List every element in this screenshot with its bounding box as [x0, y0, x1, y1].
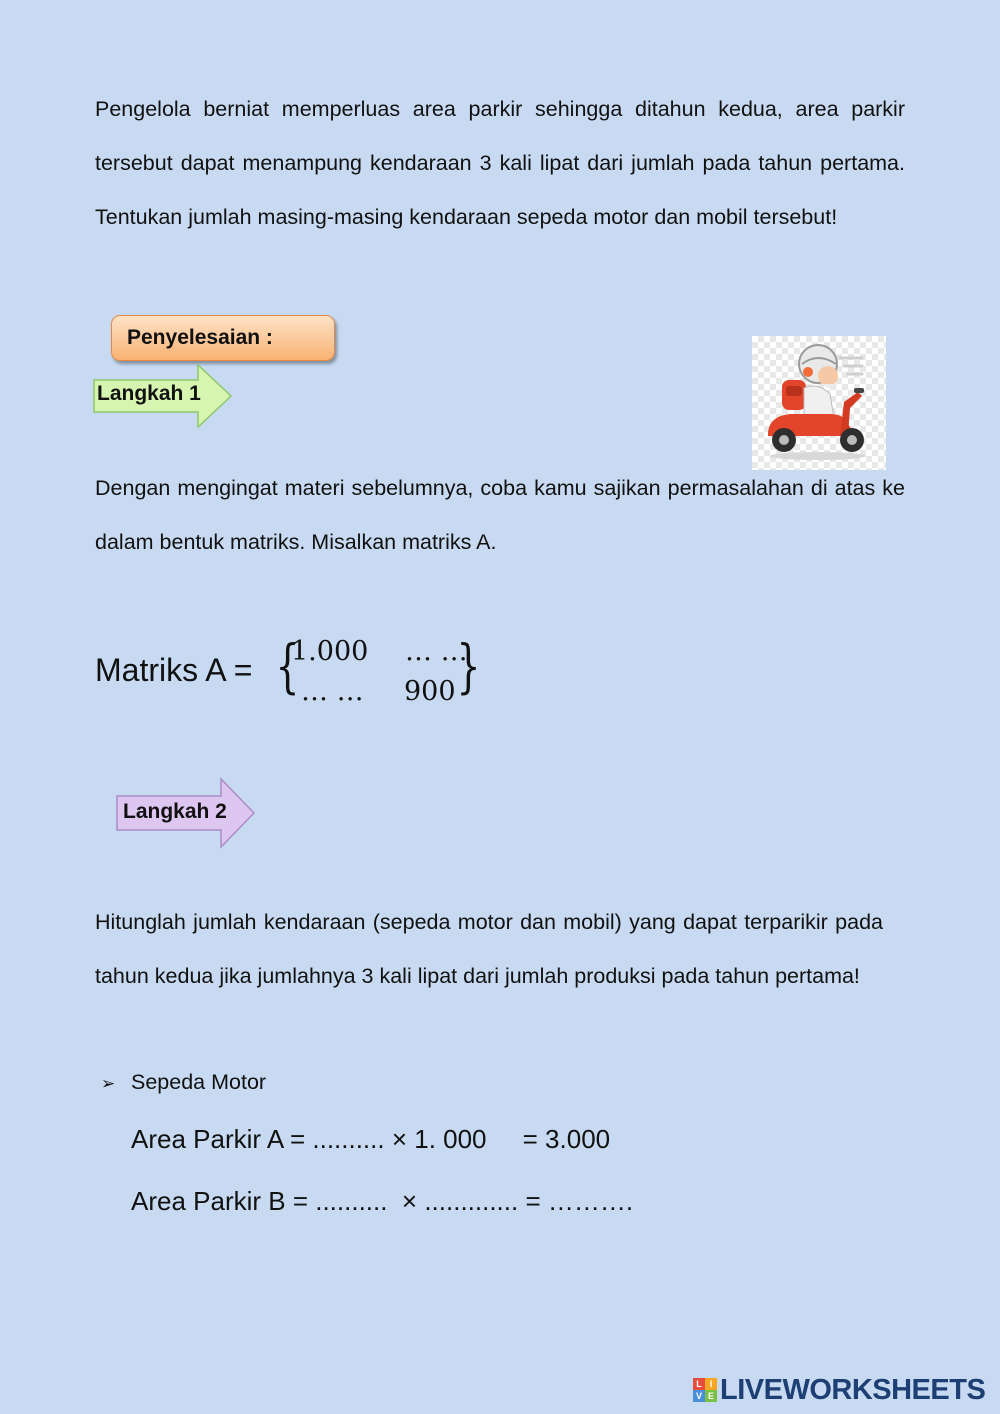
liveworksheets-logo	[693, 1374, 985, 1406]
matrix-cell-2-2: 900	[404, 676, 456, 707]
arrow-bullet-icon: ➢	[101, 1074, 116, 1093]
logo-text: LIVEWORKSHEETS	[720, 1373, 986, 1406]
scooter-rider-image	[752, 336, 886, 470]
step-1-instruction: Dengan mengingat materi sebelumnya, coba kamu sajikan permasalahan di atas ke dalam bentuk matriks. Misalkan matriks A.	[95, 476, 905, 554]
solution-label: Penyelesaian :	[111, 315, 335, 361]
matrix-label: Matriks A =	[95, 652, 253, 688]
step-1-arrow	[93, 364, 233, 428]
scooter-icon	[752, 336, 886, 470]
matrix-cell-2-1: … …	[301, 676, 364, 707]
matrix-right-brace: }	[456, 632, 481, 700]
matrix-cell-1-2: … …	[405, 636, 468, 667]
step-2-label: Langkah 2	[123, 800, 227, 823]
equation-area-a[interactable]: Area Parkir A = .......... × 1. 000 = 3.000	[131, 1124, 611, 1154]
matrix-left-brace: {	[275, 632, 300, 700]
matrix-cell-1-1: 1.000	[291, 636, 369, 667]
intro-paragraph: Pengelola berniat memperluas area parkir sehingga ditahun kedua, area parkir tersebut dapat menampung kendaraan 3 kali lipat dari jumlah pada tahun pertama. Tentukan jumlah masing-masing kendaraan sepeda motor dan mobil tersebut!	[95, 97, 905, 229]
matrix-a	[95, 630, 515, 720]
equation-area-b[interactable]: Area Parkir B = .......... × ............. = ……….	[131, 1186, 634, 1216]
step-2-instruction: Hitunglah jumlah kendaraan (sepeda motor dan mobil) yang dapat terparikir pada tahun kedua jika jumlahnya 3 kali lipat dari jumlah produksi pada tahun pertama!	[95, 910, 883, 988]
step-2-arrow	[116, 778, 256, 848]
motor-bullet	[101, 1070, 266, 1095]
logo-blocks-icon: L I V E	[693, 1378, 717, 1402]
step-1-label: Langkah 1	[97, 382, 201, 405]
motor-heading: Sepeda Motor	[131, 1070, 267, 1094]
